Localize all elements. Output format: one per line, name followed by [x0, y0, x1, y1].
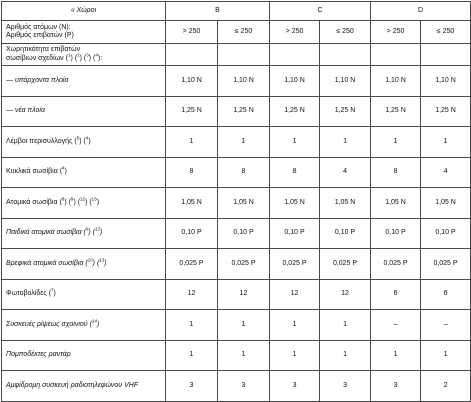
footnote-ref: 3	[86, 52, 89, 58]
header-row	[2, 2, 471, 21]
value-cell: 1	[270, 127, 320, 158]
table-row	[2, 158, 471, 188]
value-cell: 2	[421, 371, 471, 402]
table-row	[2, 341, 471, 371]
value-cell: 0,10 P	[371, 219, 421, 249]
value-cell: 0,025 P	[270, 249, 320, 280]
persons-value: ≤ 250	[218, 21, 270, 44]
table-row	[2, 280, 471, 310]
value-cell: 1,10 N	[218, 66, 270, 97]
value-cell: 1,25 N	[371, 97, 421, 127]
class-c-header: C	[270, 2, 371, 21]
row-label-text: Παιδικά ατομικά σωσίβια	[6, 229, 82, 237]
value-cell: 0,025 P	[320, 249, 371, 280]
empty-cell	[166, 44, 218, 66]
value-cell: 1	[270, 341, 320, 371]
persons-value: > 250	[166, 21, 218, 44]
footnote-ref: 12	[80, 196, 86, 202]
value-cell: 8	[218, 158, 270, 188]
value-cell: 12	[166, 280, 218, 310]
table-row	[2, 310, 471, 341]
value-cell: 1,25 N	[218, 97, 270, 127]
footnote-ref: 10	[87, 257, 93, 263]
row-label-text: Πομποδέκτες ραντάρ	[6, 351, 71, 359]
value-cell: 1,10 N	[166, 66, 218, 97]
passengers-label-line-2: Αριθμός επιβατών (P)	[6, 32, 74, 39]
value-cell: 0,10 P	[218, 219, 270, 249]
value-cell: 0,10 P	[421, 219, 471, 249]
empty-cell	[371, 44, 421, 66]
footnote-ref: 5	[76, 135, 80, 141]
value-cell: 4	[320, 158, 371, 188]
footnote-ref: 8	[61, 196, 65, 202]
footnote-ref: 7	[51, 288, 54, 294]
class-b-header: B	[166, 2, 270, 21]
class-d-header: D	[371, 2, 471, 21]
value-cell: 8	[166, 158, 218, 188]
persons-value: ≤ 250	[320, 21, 371, 44]
life-saving-appliances-table	[1, 1, 471, 402]
footnote-ref: 13	[94, 227, 100, 233]
value-cell: 1,10 N	[421, 66, 471, 97]
value-cell: –	[421, 310, 471, 341]
value-cell: 1	[166, 310, 218, 341]
footnote-ref: 9	[70, 196, 74, 202]
empty-cell	[421, 44, 471, 66]
row-label-text: Φωτοβολίδες	[6, 290, 47, 298]
row-label	[2, 341, 166, 371]
value-cell: 3	[371, 371, 421, 402]
capacity-row	[2, 44, 471, 66]
capacity-label-line-1: Χωρητικότητα επιβατών	[6, 46, 81, 54]
table-row	[2, 249, 471, 280]
row-label: Παιδικά ατομικά σωσίβια ($^9$) ($^{13}$)	[2, 219, 166, 249]
value-cell: 1	[218, 127, 270, 158]
table-row	[2, 66, 471, 97]
value-cell: 0,10 P	[320, 219, 371, 249]
value-cell: 1	[421, 341, 471, 371]
row-label: Βρεφικά ατομικά σωσίβια ($^{10}$) ($^{13}$)	[2, 249, 166, 280]
value-cell: 1,05 N	[166, 188, 218, 219]
persons-row	[2, 21, 471, 44]
value-cell: 1	[371, 341, 421, 371]
value-cell: 1	[371, 127, 421, 158]
row-label: Συσκευές ρίψεως σχοινιού ($^{14}$)	[2, 310, 166, 341]
row-label-text: — νέα πλοία	[6, 107, 45, 115]
table-row	[2, 371, 471, 402]
row-label-text: Συσκευές ρίψεως σχοινιού	[6, 320, 88, 328]
capacity-row-label	[2, 44, 166, 66]
empty-cell	[320, 44, 371, 66]
value-cell: 1,10 N	[320, 66, 371, 97]
value-cell: 0,025 P	[421, 249, 471, 280]
value-cell: 6	[421, 280, 471, 310]
empty-cell	[270, 44, 320, 66]
value-cell: 1,05 N	[320, 188, 371, 219]
value-cell: –	[371, 310, 421, 341]
footnote-ref: 14	[91, 318, 97, 324]
persons-label-line-1: Αριθμός ατόμων (N):	[6, 23, 71, 31]
value-cell: 1	[218, 310, 270, 341]
row-label-text: — υπάρχοντα πλοία	[6, 76, 69, 84]
capacity-label-line-2: σωσίβιων σχεδίων ($^1$) ($^2$) ($^3$) ($^4$):	[6, 52, 103, 62]
value-cell: 0,10 P	[270, 219, 320, 249]
value-cell: 1	[270, 310, 320, 341]
value-cell: 1	[166, 341, 218, 371]
row-label: Κυκλικά σωσίβια ($^4$)	[2, 158, 166, 188]
row-label: Φωτοβολίδες ($^7$)	[2, 280, 166, 310]
value-cell: 1	[421, 127, 471, 158]
value-cell: 1	[218, 341, 270, 371]
persons-value: > 250	[371, 21, 421, 44]
value-cell: 1	[320, 341, 371, 371]
footnote-ref: 4	[95, 52, 98, 58]
persons-value: > 250	[270, 21, 320, 44]
row-label: Ατομικά σωσίβια ($^8$) ($^9$) ($^{12}$) ($^{13}$)	[2, 188, 166, 219]
footnote-ref: 1	[67, 52, 71, 58]
value-cell: 0,025 P	[218, 249, 270, 280]
value-cell: 0,025 P	[371, 249, 421, 280]
spaces-header-cell: « Χώροι	[2, 2, 166, 21]
persons-value: ≤ 250	[421, 21, 471, 44]
value-cell: 8	[270, 158, 320, 188]
footnote-ref: 9	[85, 227, 89, 233]
value-cell: 1,05 N	[218, 188, 270, 219]
row-label	[2, 97, 166, 127]
value-cell: 0,025 P	[166, 249, 218, 280]
value-cell: 3	[218, 371, 270, 402]
value-cell: 1	[320, 310, 371, 341]
value-cell: 1,10 N	[270, 66, 320, 97]
footnote-ref: 13	[99, 257, 105, 263]
value-cell: 1,10 N	[371, 66, 421, 97]
table-row	[2, 188, 471, 219]
empty-cell	[218, 44, 270, 66]
footnote-ref: 4	[85, 135, 89, 141]
footnote-ref: 13	[91, 196, 97, 202]
value-cell: 1,05 N	[421, 188, 471, 219]
value-cell: 3	[320, 371, 371, 402]
value-cell: 1	[320, 127, 371, 158]
table-row	[2, 219, 471, 249]
row-label-text: Βρεφικά ατομικά σωσίβια	[6, 259, 84, 267]
value-cell: 8	[371, 158, 421, 188]
value-cell: 4	[421, 158, 471, 188]
row-label: Λέμβοι περισυλλογής ($^5$) ($^4$)	[2, 127, 166, 158]
row-label	[2, 66, 166, 97]
footnote-ref: 2	[77, 52, 80, 58]
value-cell: 6	[371, 280, 421, 310]
value-cell: 1,25 N	[270, 97, 320, 127]
value-cell: 1,25 N	[166, 97, 218, 127]
value-cell: 1,25 N	[320, 97, 371, 127]
value-cell: 0,10 P	[166, 219, 218, 249]
value-cell: 1	[166, 127, 218, 158]
value-cell: 12	[320, 280, 371, 310]
row-label-text: Ατομικά σωσίβια	[6, 198, 58, 206]
row-label	[2, 371, 166, 402]
value-cell: 3	[270, 371, 320, 402]
value-cell: 1,05 N	[270, 188, 320, 219]
value-cell: 1,25 N	[421, 97, 471, 127]
footnote-ref: 4	[62, 166, 65, 172]
table-row	[2, 97, 471, 127]
value-cell: 3	[166, 371, 218, 402]
capacity-label-prefix: σωσίβιων σχεδίων (	[6, 54, 68, 62]
row-label-text: Αμφίδρομη συσκευή ραδιοτηλεφώνου VHF	[6, 381, 139, 389]
value-cell: 12	[270, 280, 320, 310]
table-row	[2, 127, 471, 158]
value-cell: 12	[218, 280, 270, 310]
persons-row-label	[2, 21, 166, 44]
value-cell: 1,05 N	[371, 188, 421, 219]
row-label-text: Κυκλικά σωσίβια	[6, 168, 58, 176]
capacity-label-suffix: ):	[97, 54, 103, 62]
row-label-text: Λέμβοι περισυλλογής	[6, 137, 73, 145]
